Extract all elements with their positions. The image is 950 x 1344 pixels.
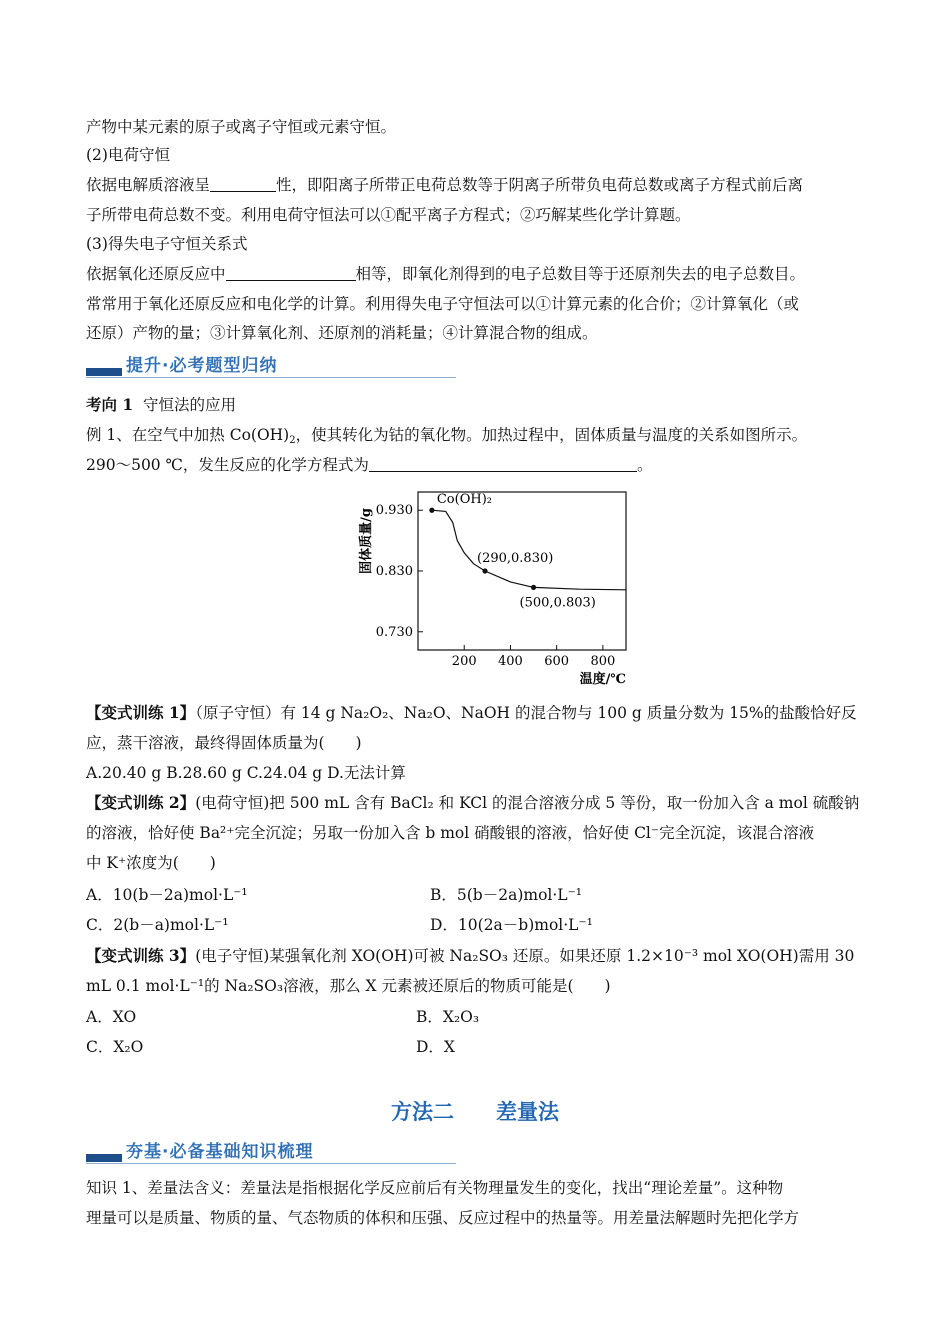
annotation-label: Co(OH)₂ — [436, 492, 492, 508]
y-axis-label: 固体质量/g — [359, 508, 374, 574]
text: 依据氧化还原反应中 — [86, 265, 226, 283]
text: 性，即阳离子所带正电荷总数等于阴离子所带负电荷总数或离子方程式前后离 — [276, 176, 804, 194]
x-tick-label: 800 — [590, 654, 616, 669]
annotation-label: (290,0.830) — [477, 551, 554, 566]
answer-blank[interactable] — [210, 175, 276, 192]
answer-blank[interactable] — [226, 264, 356, 281]
banner-title: 提升·必考题型归纳 — [126, 356, 278, 376]
subheading-electron-conservation: (3)得失电子守恒关系式 — [86, 235, 248, 253]
paragraph-line — [86, 264, 870, 284]
banner-rule — [86, 377, 456, 378]
text: 例 1、在空气中加热 Co(OH) — [86, 426, 290, 444]
direction-label: 考向 1 — [86, 395, 134, 414]
paragraph-line: 还原）产物的量；③计算氧化剂、还原剂的消耗量；④计算混合物的组成。 — [86, 324, 598, 342]
data-point — [531, 585, 536, 590]
paragraph-line: 子所带电荷总数不变。利用电荷守恒法可以①配平离子方程式；②巧解某些化学计算题。 — [86, 206, 691, 224]
x-tick-label: 600 — [544, 654, 570, 669]
option-a[interactable]: A．XO — [86, 1008, 137, 1026]
option-a[interactable]: A．10(b－2a)mol·L⁻¹ — [86, 886, 248, 904]
text: 。 — [636, 456, 653, 474]
text: （原子守恒）有 14 g Na₂O₂、Na₂O、NaOH 的混合物与 100 g 质量分数为 15%的盐酸恰好反 — [195, 704, 857, 722]
example-1-line — [86, 425, 870, 445]
option-b[interactable]: B．X₂O₃ — [416, 1008, 480, 1026]
paragraph-line: 产物中某元素的原子或离子守恒或元素守恒。 — [86, 118, 397, 136]
data-point — [429, 508, 434, 513]
data-point — [482, 568, 487, 573]
option-b[interactable]: B．5(b－2a)mol·L⁻¹ — [430, 886, 582, 904]
exercise-1-options[interactable]: A.20.40 g B.28.60 g C.24.04 g D.无法计算 — [86, 764, 406, 782]
plot-frame — [418, 492, 626, 650]
banner-bar — [86, 1154, 122, 1162]
mass-curve — [432, 510, 626, 590]
method-two-heading: 方法二 差量法 — [391, 1100, 559, 1124]
text: 相等，即氧化剂得到的电子总数目等于还原剂失去的电子总数目。 — [355, 265, 806, 283]
banner-title: 夯基·必备基础知识梳理 — [126, 1142, 314, 1162]
section-banner-basics — [86, 1136, 456, 1166]
option-c[interactable]: C．2(b－a)mol·L⁻¹ — [86, 916, 229, 934]
exercise-3-line: mL 0.1 mol·L⁻¹的 Na₂SO₃溶液，那么 X 元素被还原后的物质可能是( ) — [86, 977, 611, 995]
option-c[interactable]: C．X₂O — [86, 1038, 144, 1056]
y-tick-label: 0.930 — [375, 503, 413, 519]
paragraph-line — [86, 175, 870, 195]
section-banner-advance — [86, 350, 456, 380]
x-tick-label: 400 — [498, 654, 523, 669]
banner-rule — [86, 1163, 456, 1164]
knowledge-1-line: 知识 1、差量法含义：差量法是指根据化学反应前后有关物理量发生的变化，找出“理论差量”。这种物 — [86, 1179, 784, 1197]
exercise-1-line — [86, 703, 870, 723]
exercise-tag: 【变式训练 3】 — [86, 946, 196, 965]
subheading-charge-conservation: (2)电荷守恒 — [86, 146, 170, 164]
exercise-2-line: 的溶液，恰好使 Ba²⁺完全沉淀；另取一份加入含 b mol 硝酸银的溶液，恰好使 Cl⁻完全沉淀，该混合溶液 — [86, 824, 815, 842]
annotation-label: (500,0.803) — [519, 595, 596, 611]
knowledge-1-line: 理量可以是质量、物质的量、气态物质的体积和压强、反应过程中的热量等。用差量法解题时先把化学方 — [86, 1209, 800, 1227]
x-tick-label: 200 — [451, 654, 477, 669]
y-tick-label: 0.830 — [375, 564, 413, 579]
example-1-line — [86, 455, 870, 475]
option-d[interactable]: D．10(2a－b)mol·L⁻¹ — [430, 916, 593, 934]
paragraph-line: 常常用于氧化还原反应和电化学的计算。利用得失电子守恒法可以①计算元素的化合价；②计算氧化（或 — [86, 295, 800, 313]
banner-bar — [86, 368, 122, 376]
direction-text: 守恒法的应用 — [143, 396, 237, 414]
text: 290～500 ℃，发生反应的化学方程式为 — [86, 456, 369, 474]
x-axis-label: 温度/℃ — [579, 672, 626, 687]
exercise-tag: 【变式训练 1】 — [86, 703, 196, 722]
answer-blank[interactable] — [369, 455, 637, 472]
exercise-tag: 【变式训练 2】 — [86, 793, 196, 812]
exercise-3-line — [86, 946, 870, 966]
text: ，使其转化为钴的氧化物。加热过程中，固体质量与温度的关系如图所示。 — [295, 426, 808, 444]
text: (电荷守恒)把 500 mL 含有 BaCl₂ 和 KCl 的混合溶液分成 5 等份，取一份加入含 a mol 硫酸钠 — [195, 794, 860, 812]
exercise-2-line: 中 K⁺浓度为( ) — [86, 854, 216, 872]
exercise-1-line: 应，蒸干溶液，最终得固体质量为( ) — [86, 734, 362, 752]
text: 依据电解质溶液呈 — [86, 176, 211, 194]
exercise-2-line — [86, 793, 870, 813]
direction-heading — [86, 395, 870, 415]
text: (电子守恒)某强氧化剂 XO(OH)可被 Na₂SO₃ 还原。如果还原 1.2×10⁻³ mol XO(OH)需用 30 — [195, 947, 855, 965]
y-tick-label: 0.730 — [375, 624, 413, 640]
option-d[interactable]: D．X — [416, 1038, 455, 1056]
subscript: 2 — [289, 435, 296, 446]
mass-temperature-chart — [350, 485, 640, 690]
